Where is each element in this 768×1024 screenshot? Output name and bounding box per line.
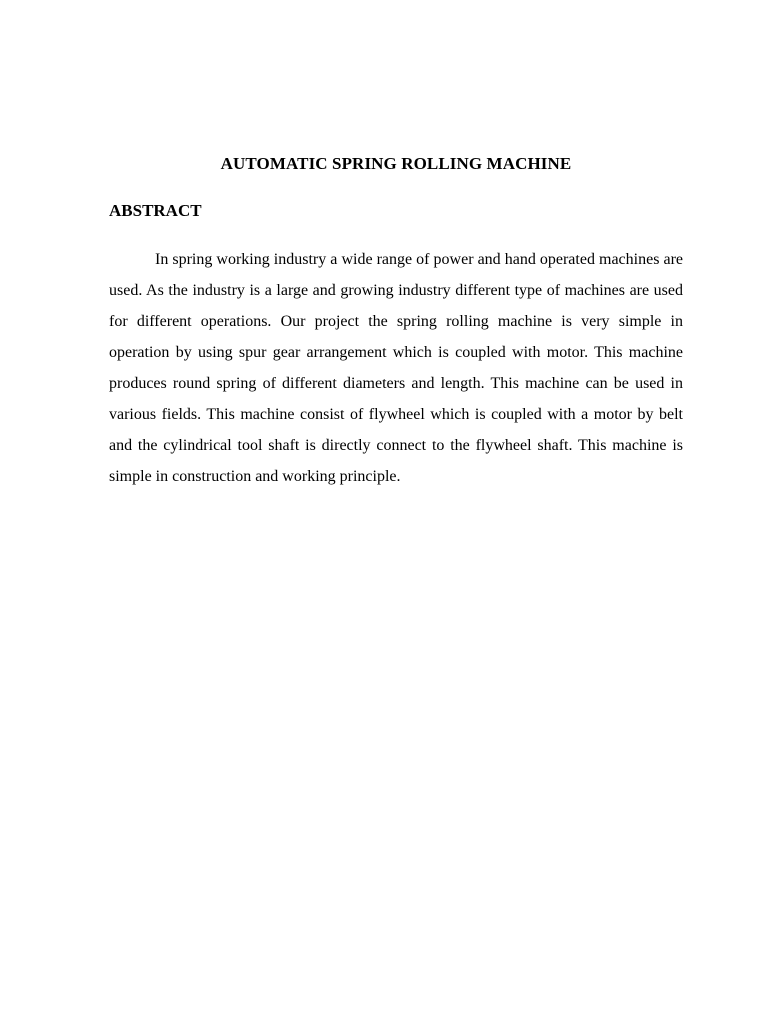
abstract-paragraph: In spring working industry a wide range of power and hand operated machines are used. As the industry is a large and growing industry different type of machines are used for different operations. Our project the spring rolling machine is very simple in operation by using spur gear arrangement which is coupled with motor. This machine produces round spring of different diameters and length. This machine can be used in various fields. This machine consist of flywheel which is coupled with a motor by belt and the cylindrical tool shaft is directly connect to the flywheel shaft. This machine is simple in construction and working principle. <box>109 251 683 485</box>
abstract-heading: ABSTRACT <box>109 201 202 220</box>
document-title: AUTOMATIC SPRING ROLLING MACHINE <box>220 154 572 173</box>
